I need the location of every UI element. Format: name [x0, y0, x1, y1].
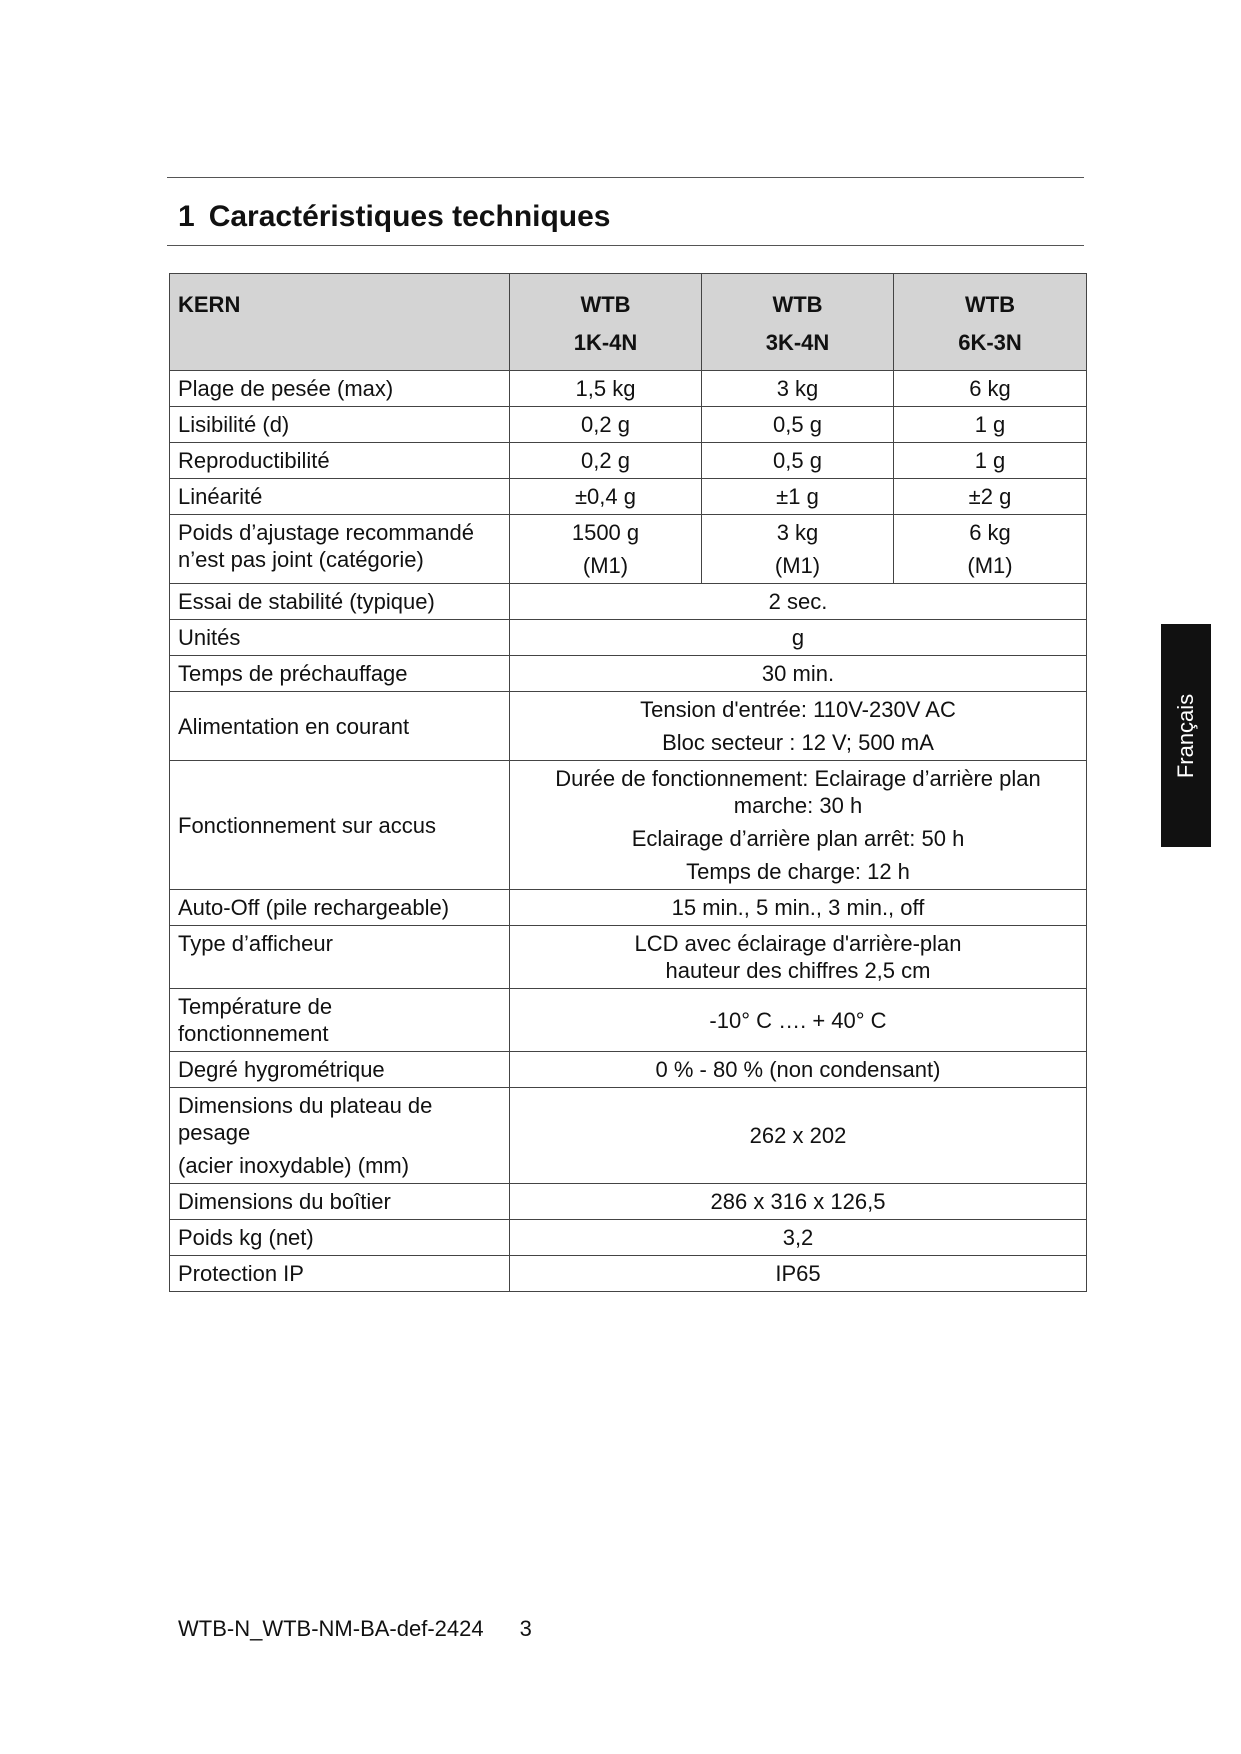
- row-value: 0 % - 80 % (non condensant): [510, 1052, 1087, 1088]
- table-header-row: [170, 274, 1087, 371]
- heading-underline: [167, 245, 1084, 246]
- row-label: Plage de pesée (max): [170, 371, 510, 407]
- row-label: Lisibilité (d): [170, 407, 510, 443]
- row-value: 30 min.: [510, 656, 1087, 692]
- row-label: Fonctionnement sur accus: [170, 761, 510, 890]
- row-label: Auto-Off (pile rechargeable): [170, 890, 510, 926]
- row-value: Tension d'entrée: 110V-230V AC Bloc secteur : 12 V; 500 mA: [510, 692, 1087, 761]
- row-label: Protection IP: [170, 1256, 510, 1292]
- row-value: 0,2 g: [510, 407, 702, 443]
- table-row: [170, 479, 1087, 515]
- row-label: Reproductibilité: [170, 443, 510, 479]
- row-label: Essai de stabilité (typique): [170, 584, 510, 620]
- top-rule: [167, 177, 1084, 178]
- header-brand: KERN: [170, 274, 510, 371]
- row-value: ±1 g: [702, 479, 894, 515]
- row-value: ±2 g: [894, 479, 1087, 515]
- header-model: WTB 6K-3N: [894, 274, 1087, 371]
- row-label: Alimentation en courant: [170, 692, 510, 761]
- row-value: Durée de fonctionnement: Eclairage d’arrière plan marche: 30 h Eclairage d’arrière plan arrêt: 50 h Temps de charge: 12 h: [510, 761, 1087, 890]
- table-row: [170, 407, 1087, 443]
- row-label: Poids kg (net): [170, 1220, 510, 1256]
- row-label: Degré hygrométrique: [170, 1052, 510, 1088]
- page-footer: [178, 1616, 532, 1642]
- row-value: 1500 g (M1): [510, 515, 702, 584]
- table-row: [170, 656, 1087, 692]
- language-tab-label: Français: [1173, 693, 1198, 778]
- row-label: Unités: [170, 620, 510, 656]
- row-value: g: [510, 620, 1087, 656]
- row-value: 3 kg: [702, 371, 894, 407]
- row-value: IP65: [510, 1256, 1087, 1292]
- section-title: Caractéristiques techniques: [208, 200, 611, 233]
- row-value: 3 kg (M1): [702, 515, 894, 584]
- table-row: [170, 1088, 1087, 1184]
- row-label: Temps de préchauffage: [170, 656, 510, 692]
- table-row: [170, 1184, 1087, 1220]
- table-row: [170, 926, 1087, 989]
- row-value: 1 g: [894, 443, 1087, 479]
- row-value: 0,5 g: [702, 407, 894, 443]
- row-label: Type d’afficheur: [170, 926, 510, 989]
- table-row: [170, 761, 1087, 890]
- row-label: Linéarité: [170, 479, 510, 515]
- document-id: WTB-N_WTB-NM-BA-def-2424: [178, 1616, 484, 1641]
- row-label: Température de fonctionnement: [170, 989, 510, 1052]
- table-row: [170, 443, 1087, 479]
- row-value: 15 min., 5 min., 3 min., off: [510, 890, 1087, 926]
- table-row: [170, 989, 1087, 1052]
- row-value: -10° C …. + 40° C: [510, 989, 1087, 1052]
- row-value: 262 x 202: [510, 1088, 1087, 1184]
- table-row: [170, 1256, 1087, 1292]
- row-value: 2 sec.: [510, 584, 1087, 620]
- table-row: [170, 584, 1087, 620]
- section-number: 1: [178, 200, 195, 233]
- row-value: 1,5 kg: [510, 371, 702, 407]
- row-value: 0,5 g: [702, 443, 894, 479]
- header-model: WTB 3K-4N: [702, 274, 894, 371]
- header-model: WTB 1K-4N: [510, 274, 702, 371]
- row-value: 0,2 g: [510, 443, 702, 479]
- language-tab: [1161, 624, 1211, 847]
- table-row: [170, 515, 1087, 584]
- page-number: 3: [519, 1616, 532, 1641]
- row-value: 286 x 316 x 126,5: [510, 1184, 1087, 1220]
- row-value: 1 g: [894, 407, 1087, 443]
- table-row: [170, 371, 1087, 407]
- table-row: [170, 1052, 1087, 1088]
- row-value: 3,2: [510, 1220, 1087, 1256]
- row-value: 6 kg (M1): [894, 515, 1087, 584]
- spec-table: [169, 273, 1087, 1292]
- section-heading: [178, 200, 611, 234]
- row-label: Poids d’ajustage recommandé n’est pas joint (catégorie): [170, 515, 510, 584]
- table-row: [170, 1220, 1087, 1256]
- row-value: 6 kg: [894, 371, 1087, 407]
- row-value: LCD avec éclairage d'arrière-plan hauteur des chiffres 2,5 cm: [510, 926, 1087, 989]
- row-label: Dimensions du boîtier: [170, 1184, 510, 1220]
- table-row: [170, 890, 1087, 926]
- table-row: [170, 692, 1087, 761]
- row-value: ±0,4 g: [510, 479, 702, 515]
- row-label: Dimensions du plateau de pesage (acier inoxydable) (mm): [170, 1088, 510, 1184]
- table-row: [170, 620, 1087, 656]
